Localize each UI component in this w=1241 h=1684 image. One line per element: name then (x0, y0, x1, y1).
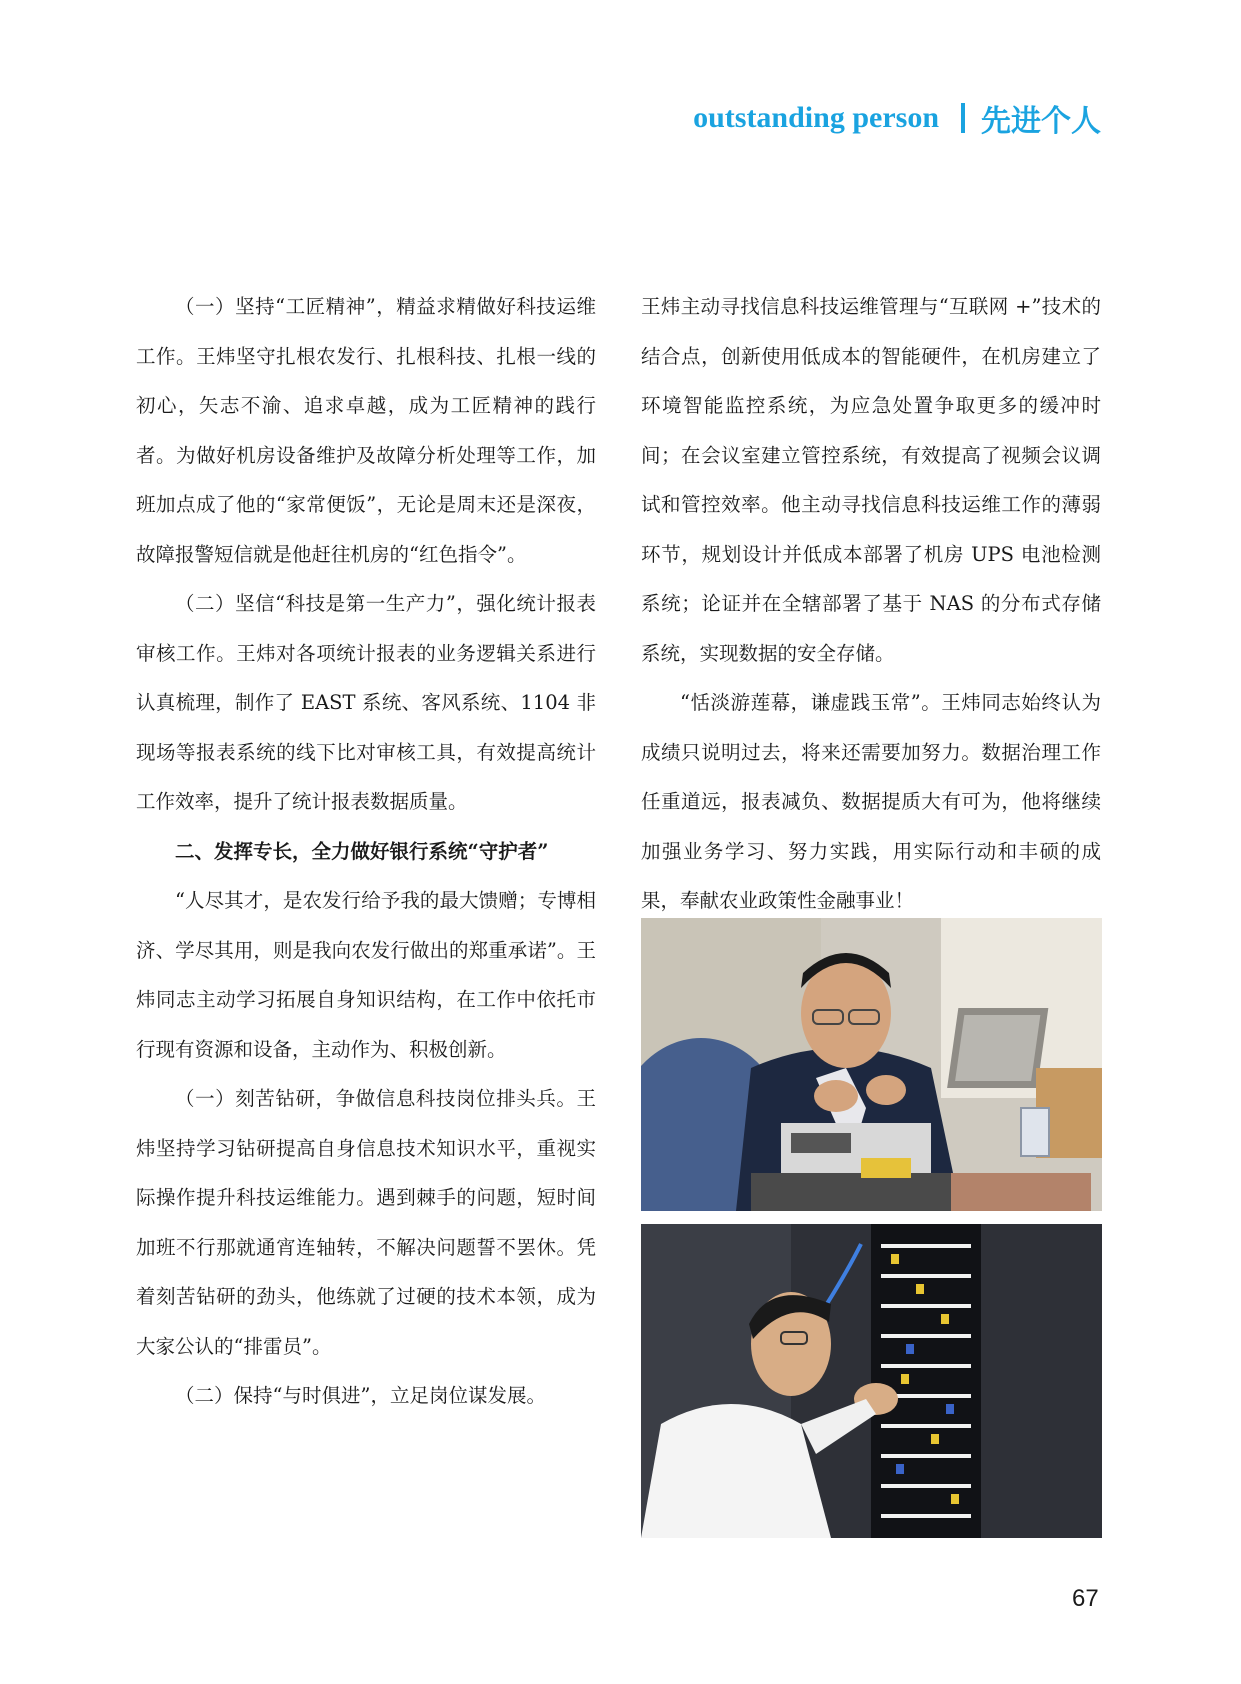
paragraph: （二）坚信“科技是第一生产力”，强化统计报表审核工作。王炜对各项统计报表的业务逻辑关系进行认真梳理，制作了 EAST 系统、客风系统、1104 非现场等报表系统的线下比对审核工具，有效提高统计工作效率，提升了统计报表数据质量。 (136, 592, 596, 813)
section-title-cn: 先进个人 (981, 104, 1101, 139)
page-number: 67 (1072, 1585, 1099, 1612)
paragraph: （一）坚持“工匠精神”，精益求精做好科技运维工作。王炜坚守扎根农发行、扎根科技、扎根一线的初心，矢志不渝、追求卓越，成为工匠精神的践行者。为做好机房设备维护及故障分析处理等工作，加班加点成了他的“家常便饭”，无论是周末还是深夜，故障报警短信就是他赶往机房的“红色指令”。 (136, 295, 596, 566)
paragraph: （一）刻苦钻研，争做信息科技岗位排头兵。王炜坚持学习钻研提高自身信息技术知识水平，重视实际操作提升科技运维能力。遇到棘手的问题，短时间加班不行那就通宵连轴转，不解决问题誓不罢休。凭着刻苦钻研的劲头，他练就了过硬的技术本领，成为大家公认的“排雷员”。 (136, 1087, 596, 1358)
header-divider (961, 103, 965, 133)
paragraph: 王炜主动寻找信息科技运维管理与“互联网 +”技术的结合点，创新使用低成本的智能硬件，在机房建立了环境智能监控系统，为应急处置争取更多的缓冲时间；在会议室建立管控系统，有效提高了视频会议调试和管控效率。他主动寻找信息科技运维工作的薄弱环节，规划设计并低成本部署了机房 UPS 电池检测系统；论证并在全辖部署了基于 NAS 的分布式存储系统，实现数据的安全存储。 (641, 295, 1101, 665)
section-header (693, 96, 1101, 140)
photo-illustration (641, 918, 1102, 1211)
paragraph: “恬淡游莲幕，谦虚践玉常”。王炜同志始终认为成绩只说明过去，将来还需要加努力。数据治理工作任重道远，报表减负、数据提质大有可为，他将继续加强业务学习、努力实践，用实际行动和丰硕的成果，奉献农业政策性金融事业！ (641, 691, 1101, 912)
section-title-en: outstanding person (693, 101, 939, 134)
paragraph: “人尽其才，是农发行给予我的最大馈赠；专博相济、学尽其用，则是我向农发行做出的郑重承诺”。王炜同志主动学习拓展自身知识结构，在工作中依托市行现有资源和设备，主动作为、积极创新。 (136, 889, 596, 1061)
photo-repairing-hardware (641, 918, 1102, 1211)
paragraph: （二）保持“与时俱进”，立足岗位谋发展。 (175, 1384, 546, 1407)
photo-illustration (641, 1224, 1102, 1538)
photo-server-rack (641, 1224, 1102, 1538)
right-column (641, 282, 1101, 926)
left-column (136, 282, 596, 1421)
section-heading: 二、发挥专长，全力做好银行系统“守护者” (175, 839, 549, 863)
